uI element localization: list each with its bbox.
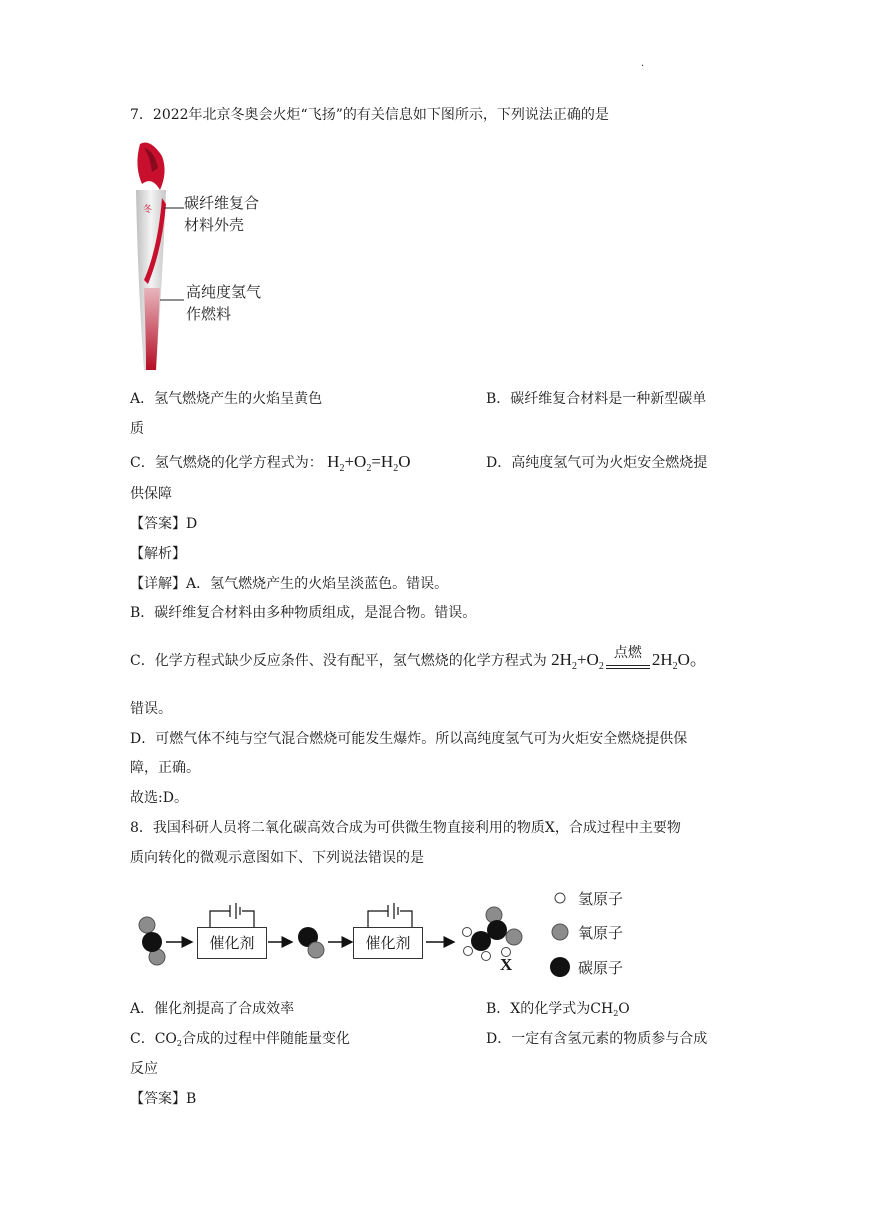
- hydrogen-legend-icon: [555, 893, 565, 903]
- catalyst-box-1: 催化剂: [197, 927, 267, 959]
- carbon-atom: [142, 932, 162, 952]
- reaction-condition: 点燃: [606, 647, 650, 675]
- hydrogen-atom: [464, 947, 473, 956]
- oxygen-legend-icon: [552, 924, 568, 940]
- oxygen-atom: [308, 942, 324, 958]
- hydrogen-atom: [482, 952, 491, 961]
- carbon-legend-icon: [550, 957, 570, 977]
- q7-detail-c: [130, 647, 707, 677]
- q7-option-b-line2: 质: [130, 421, 144, 437]
- q7-option-b-line1: B．碳纤维复合材料是一种新型碳单: [486, 391, 707, 407]
- hydrogen-atom: [463, 928, 472, 937]
- legend-carbon: 碳原子: [578, 959, 624, 977]
- q7-analysis-heading: 【解析】: [130, 546, 186, 562]
- page-marker: .: [641, 58, 645, 69]
- q7-answer: 【答案】D: [130, 516, 198, 532]
- torch-label-fuel-line1: 高纯度氢气: [186, 283, 262, 301]
- carbon-atom: [471, 931, 491, 951]
- torch-label-shell-line1: 碳纤维复合: [184, 194, 260, 212]
- q8-answer: 【答案】B: [130, 1091, 197, 1107]
- svg-text:冬: 冬: [143, 205, 153, 215]
- legend-hydrogen: 氢原子: [578, 890, 624, 908]
- legend-markers: [548, 887, 572, 979]
- oxygen-atom: [139, 917, 155, 933]
- q8-option-d-line2: 反应: [130, 1061, 158, 1077]
- q8-stem-line1: 8．我国科研人员将二氧化碳高效合成为可供微生物直接利用的物质X，合成过程中主要物: [130, 820, 681, 836]
- torch-label-fuel-line2: 作燃料: [186, 305, 232, 323]
- torch-label-fuel: [186, 281, 261, 325]
- catalyst-box-2: 催化剂: [353, 927, 423, 959]
- q7-option-d-line2: 供保障: [130, 486, 172, 502]
- q7-detail-c-text: C．化学方程式缺少反应条件、没有配平，氢气燃烧的化学方程式为: [130, 652, 547, 669]
- q8-option-d-line1: D．一定有含氢元素的物质参与合成: [486, 1031, 708, 1047]
- q8-option-b: B．X的化学式为$CH_2O$: [486, 1001, 630, 1018]
- q7-detail-d-line2: 障，正确。: [130, 760, 200, 776]
- q7-option-c: [130, 452, 410, 479]
- q7-stem: 7．2022年北京冬奥会火炬“飞扬”的有关信息如下图所示，下列说法正确的是: [130, 107, 609, 123]
- torch-label-shell: [184, 192, 259, 236]
- oxygen-atom: [506, 929, 522, 945]
- micro-diagram: [130, 885, 540, 985]
- legend-oxygen: 氧原子: [578, 924, 624, 942]
- product-x-label: X: [500, 955, 513, 974]
- q7-detail-b: B．碳纤维复合材料由多种物质组成，是混合物。错误。: [130, 605, 477, 621]
- q7-detail-c-equation: $2H_2+O_2$ 点燃 $2H_2O$。: [551, 650, 707, 669]
- q7-option-d-line1: D．高纯度氢气可为火炬安全燃烧提: [486, 455, 708, 471]
- q7-option-a: A．氢气燃烧产生的火焰呈黄色: [130, 391, 323, 407]
- q7-option-c-formula: $H_2+O_2=H_2O$: [327, 452, 411, 474]
- q8-option-c: C．$CO_2$合成的过程中伴随能量变化: [130, 1031, 350, 1048]
- q7-detail-c-wrong: 错误。: [130, 701, 172, 717]
- torch-label-shell-line2: 材料外壳: [184, 216, 245, 234]
- q8-stem-line2: 质向转化的微观示意图如下、下列说法错误的是: [130, 850, 424, 866]
- q7-choose: 故选:D。: [130, 790, 188, 806]
- q7-option-c-text: C．氢气燃烧的化学方程式为：: [130, 455, 323, 471]
- q7-detail-d-line1: D．可燃气体不纯与空气混合燃烧可能发生爆炸。所以高纯度氢气可为火炬安全燃烧提供保: [130, 731, 688, 747]
- q7-detail-a: 【详解】A．氢气燃烧产生的火焰呈淡蓝色。错误。: [130, 576, 449, 592]
- q8-option-a: A．催化剂提高了合成效率: [130, 1001, 295, 1017]
